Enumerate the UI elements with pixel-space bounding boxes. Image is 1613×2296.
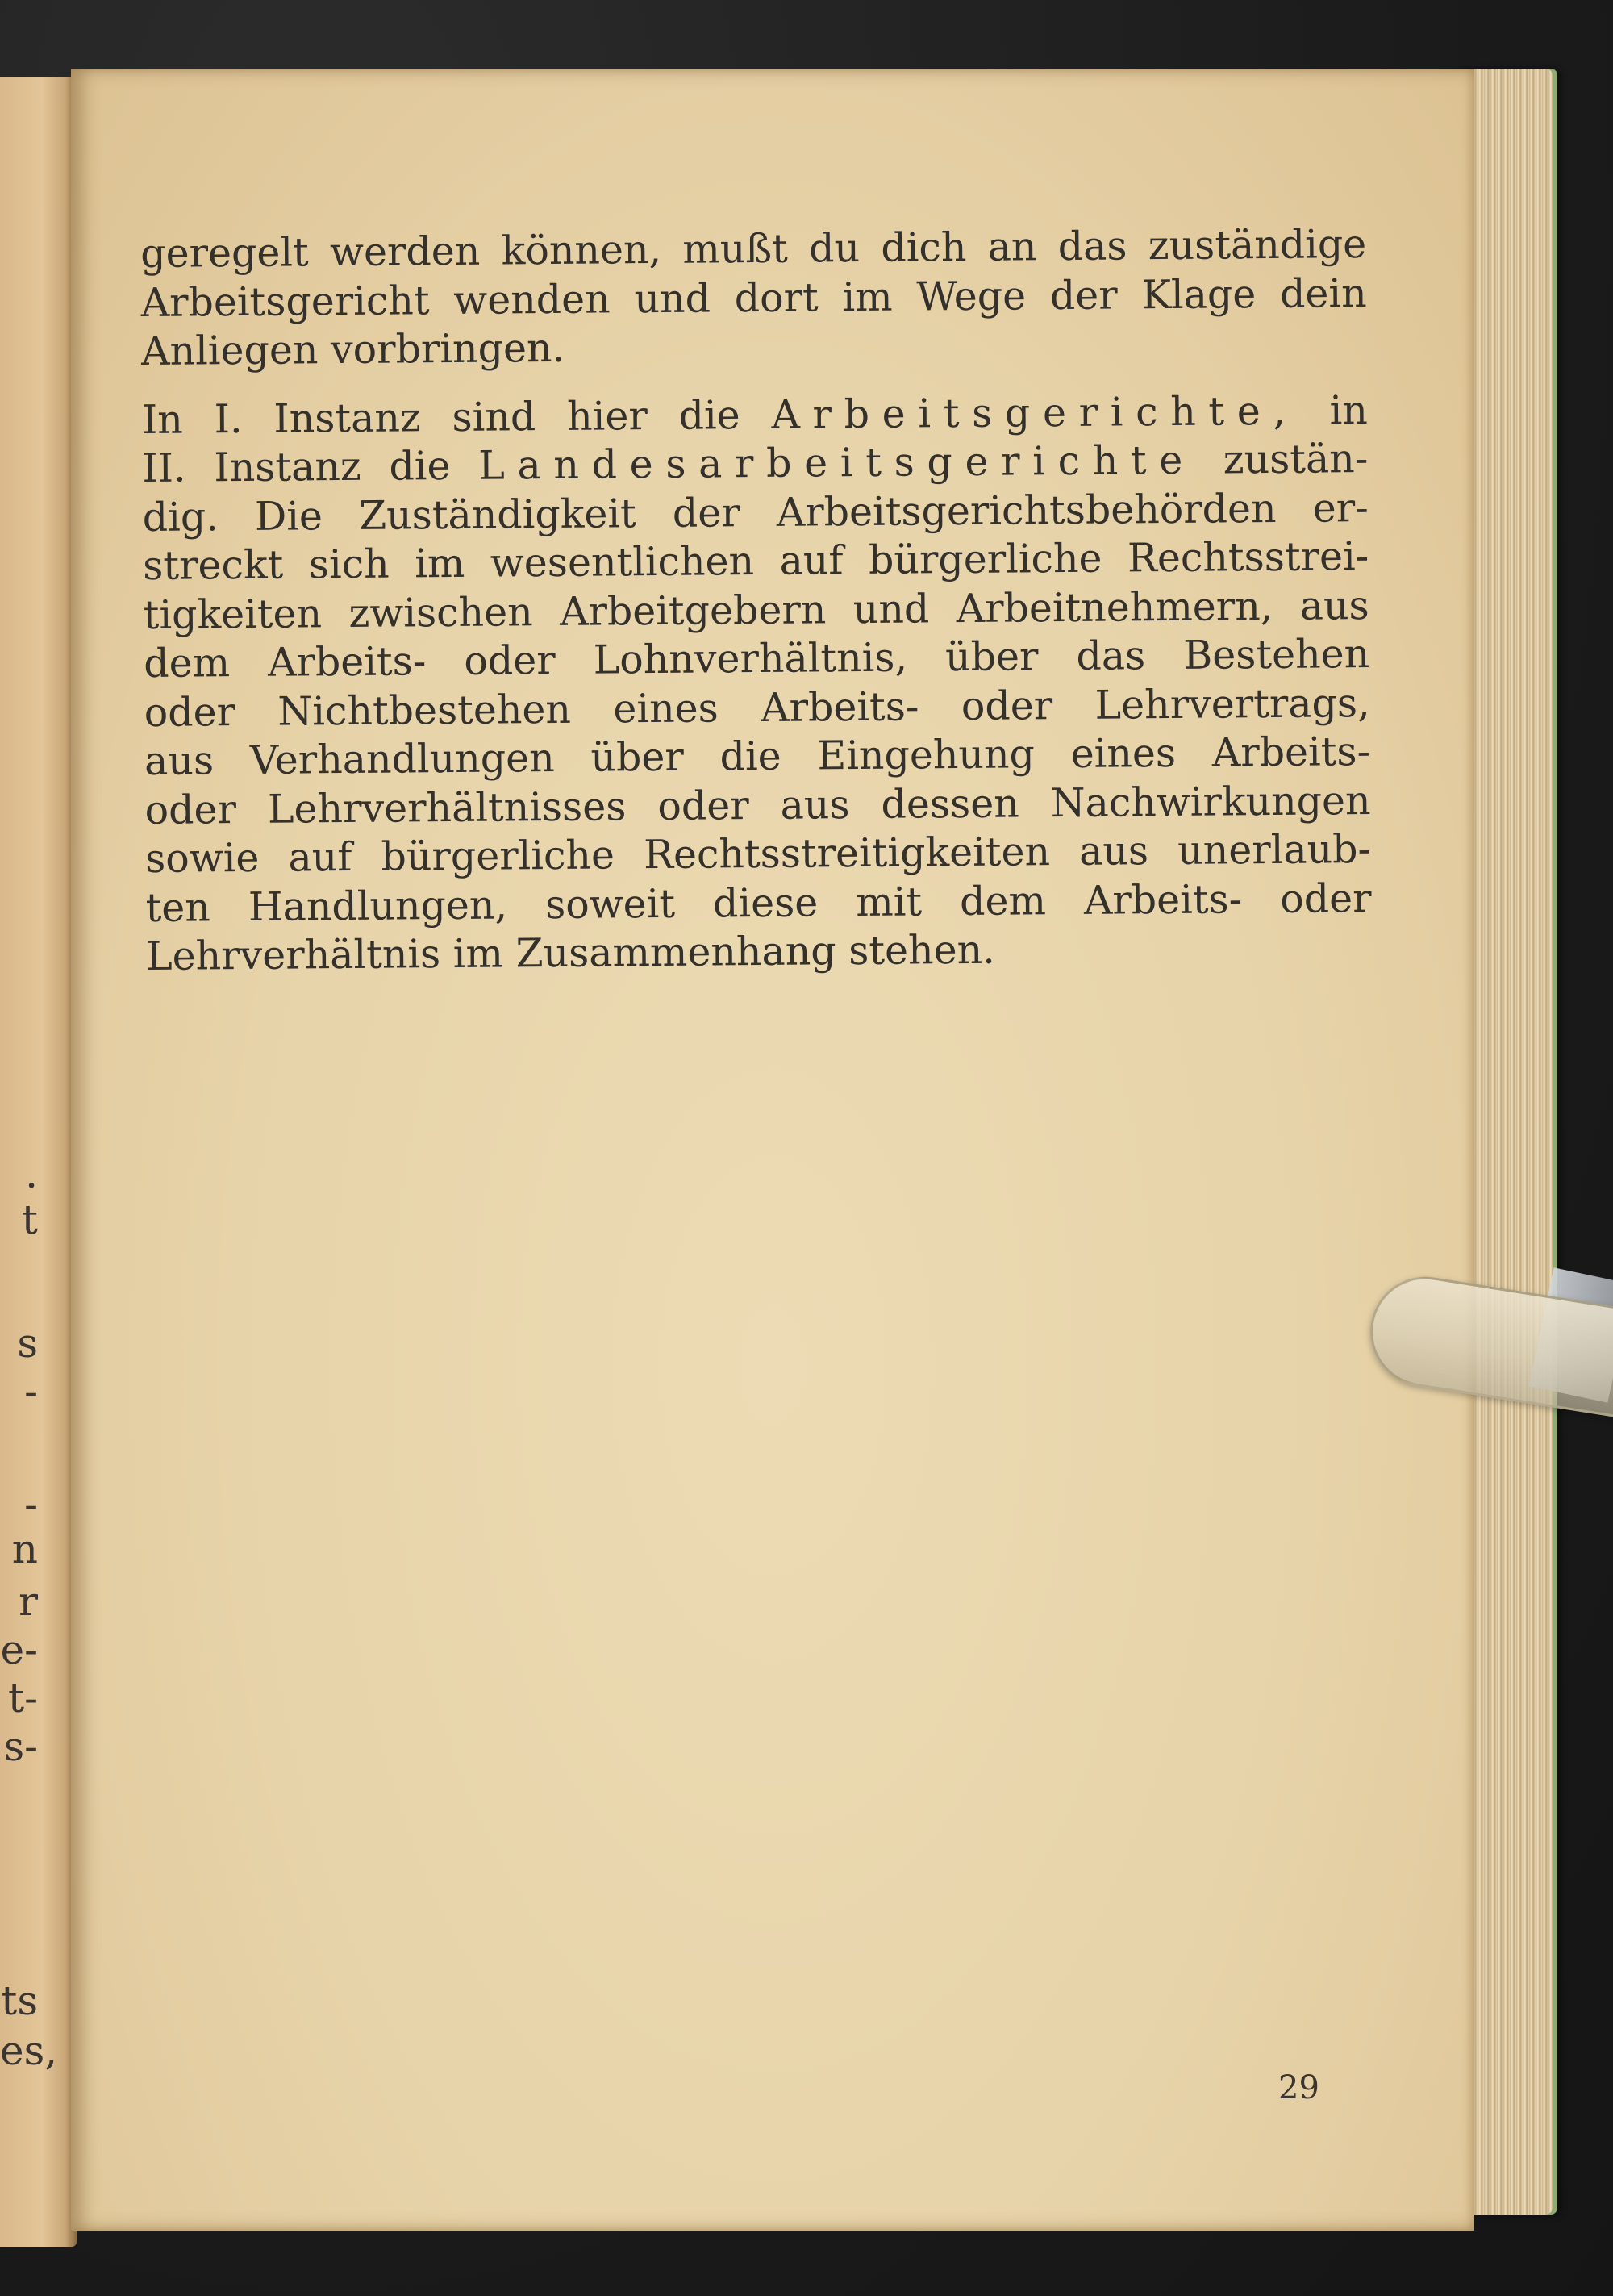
- left-page-fragment: r: [19, 1578, 38, 1625]
- text-line: dem Arbeits- oder Lohnverhältnis, über das Bestehen: [143, 631, 1370, 687]
- spaced-term: Landesarbeitsgerichte: [478, 436, 1196, 489]
- text-line: sowie auf bürgerliche Rechtsstreitigkeiten aus unerlaub-: [144, 826, 1372, 882]
- page-body: [140, 220, 1372, 981]
- text-line: oder Nichtbestehen eines Arbeits- oder Lehrvertrags,: [144, 679, 1370, 736]
- spaced-term: Arbeitsgerichte,: [771, 387, 1298, 438]
- left-page-fragment: ts: [1, 1977, 38, 2024]
- text-fragment: In I. Instanz sind hier die: [141, 391, 740, 443]
- text-line: geregelt werden können, mußt du dich an das zuständige: [140, 221, 1367, 277]
- paragraph-2: [142, 386, 1373, 982]
- text-line: oder Lehrverhältnisses oder aus dessen Nachwirkungen: [144, 777, 1371, 833]
- text-line-instance-2: [142, 435, 1368, 493]
- text-line: Anliegen vorbringen.: [140, 324, 565, 374]
- left-page-fragment: s: [17, 1320, 38, 1367]
- left-page-fragment: .: [25, 1150, 38, 1197]
- left-page-fragment: -: [24, 1368, 38, 1415]
- text-line: ten Handlungen, soweit diese mit dem Arbeits- oder: [145, 875, 1372, 931]
- text-line: aus Verhandlungen über die Eingehung eines Arbeits-: [144, 728, 1371, 784]
- text-line: streckt sich im wesentlichen auf bürgerliche Rechtsstrei-: [143, 533, 1369, 589]
- text-fragment: zustän-: [1223, 436, 1369, 483]
- left-page-fragment: s-: [3, 1723, 38, 1770]
- paragraph-1: [140, 220, 1367, 376]
- text-line: Arbeitsgericht wenden und dort im Wege der Klage dein: [140, 269, 1367, 326]
- text-fragment: II. Instanz die: [142, 442, 451, 491]
- previous-page-edge: [0, 77, 77, 2247]
- book-page: [71, 69, 1474, 2231]
- left-page-fragment: t-: [8, 1675, 38, 1722]
- left-page-fragment: n: [11, 1526, 38, 1572]
- text-line: Lehrverhältnis im Zusammenhang stehen.: [145, 926, 995, 979]
- left-page-fragment: e-: [0, 1626, 38, 1673]
- text-line: dig. Die Zuständigkeit der Arbeitsgerichtsbehörden er-: [142, 484, 1369, 541]
- left-page-fragment: es,: [0, 2027, 58, 2074]
- text-line: tigkeiten zwischen Arbeitgebern und Arbeitnehmern, aus: [143, 582, 1369, 638]
- left-page-fragment: -: [24, 1481, 38, 1528]
- text-fragment: in: [1329, 386, 1369, 433]
- left-page-fragment: t: [21, 1196, 38, 1243]
- page-number: 29: [1278, 2069, 1319, 2106]
